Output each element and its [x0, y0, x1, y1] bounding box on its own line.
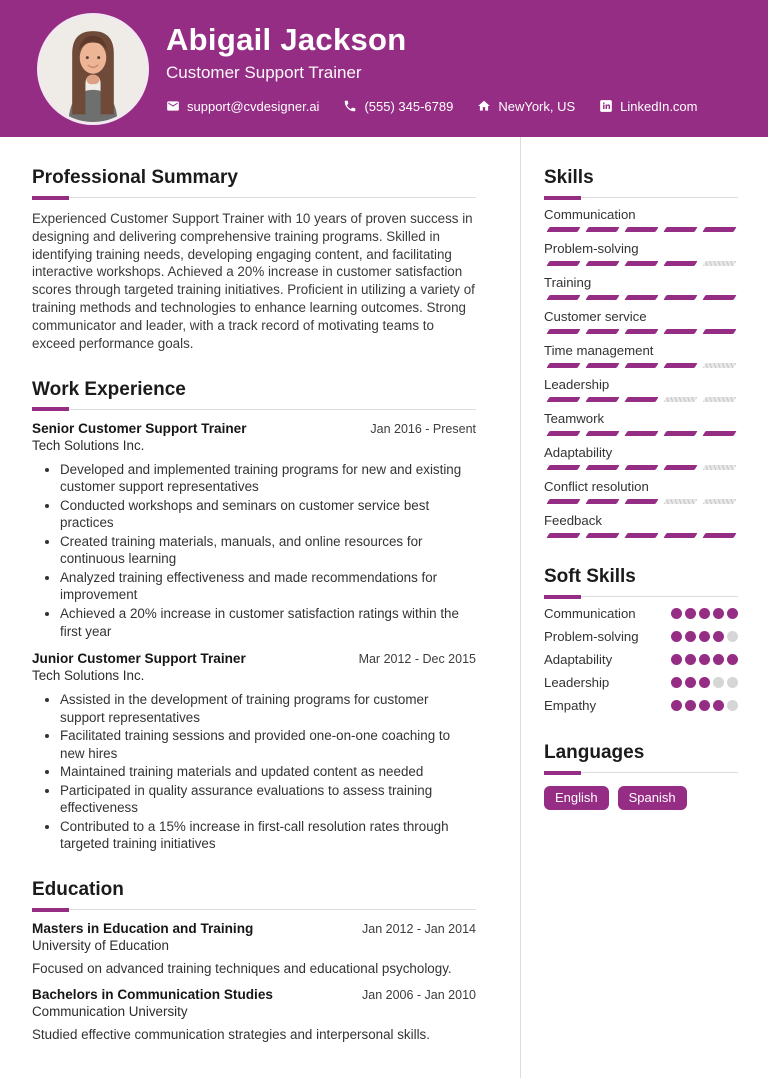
rating-dot-filled [699, 700, 710, 711]
section-title: Work Experience [32, 378, 186, 400]
skill-label: Adaptability [544, 445, 613, 460]
rating-dot-filled [685, 608, 696, 619]
skill-segment-filled [663, 227, 697, 232]
job-entry [32, 651, 476, 853]
rating-dot-filled [671, 608, 682, 619]
skill-level-bar [544, 363, 738, 368]
skill-label: Feedback [544, 513, 602, 528]
rating-dot-filled [713, 700, 724, 711]
job-bullet: • Maintained training materials and updated content as needed [60, 763, 476, 781]
section-title: Education [32, 879, 124, 901]
rating-dot-filled [671, 677, 682, 688]
soft-skill-label: Communication [544, 606, 636, 621]
resume-body [0, 137, 768, 1078]
skill-segment-filled [546, 533, 580, 538]
job-bullet: • Facilitated training sessions and provided one-on-one coaching to new hires [60, 727, 476, 762]
job-bullet: • Analyzed training effectiveness and made recommendations for improvement [60, 569, 476, 604]
section-divider [32, 909, 476, 910]
skill-label: Training [544, 275, 592, 290]
person-name: Abigail Jackson [166, 22, 407, 58]
contact-email[interactable] [166, 99, 319, 114]
skill-item [544, 241, 738, 266]
soft-skill-item [544, 698, 738, 713]
section-title: Skills [544, 167, 594, 188]
section-divider [544, 596, 738, 597]
skill-segment-filled [585, 329, 619, 334]
skill-level-bar [544, 261, 738, 266]
skill-segment-filled [585, 465, 619, 470]
skill-segment-filled [624, 363, 658, 368]
skill-level-bar [544, 227, 738, 232]
soft-skill-item [544, 606, 738, 621]
soft-skill-label: Problem-solving [544, 629, 639, 644]
skill-item [544, 275, 738, 300]
job-bullet: • Created training materials, manuals, and online resources for continuous learning [60, 533, 476, 568]
skill-segment-filled [702, 295, 736, 300]
skills-list [544, 207, 738, 538]
job-bullet: • Achieved a 20% increase in customer satisfaction ratings within the first year [60, 605, 476, 640]
skill-label: Problem-solving [544, 241, 639, 256]
skill-label: Customer service [544, 309, 647, 324]
rating-dot-filled [685, 677, 696, 688]
degree-school: Communication University [32, 1004, 188, 1020]
skill-item [544, 207, 738, 232]
degree-dates: Jan 2006 - Jan 2010 [362, 988, 476, 1003]
skill-segment-filled [624, 329, 658, 334]
degree-dates: Jan 2012 - Jan 2014 [362, 922, 476, 937]
rating-dot-empty [727, 631, 738, 642]
skill-segment-filled [585, 499, 619, 504]
skill-segment-filled [546, 499, 580, 504]
job-bullets [60, 691, 476, 853]
skill-segment-empty [663, 499, 697, 504]
summary-text: Experienced Customer Support Trainer with 10 years of proven success in designing and delivering comprehensive training programs. Skilled in identifying training needs, developing engaging content, and facilitating interactive workshops. Achieved a 20% increase in customer satisfaction scores through targeted training initiatives. Proficient in utilizing a variety of training methods and technologies to enhance learning outcomes. Strong communicator and leader, with a track record of motivating teams to exceed performance goals. [32, 211, 475, 351]
rating-dot-filled [671, 631, 682, 642]
language-pill: English [544, 786, 609, 810]
skill-segment-filled [546, 363, 580, 368]
contact-row [166, 99, 698, 114]
rating-dot-empty [727, 677, 738, 688]
skill-segment-empty [702, 261, 736, 266]
job-bullet: • Participated in quality assurance evaluations to assess training effectiveness [60, 782, 476, 817]
job-title: Senior Customer Support Trainer [32, 420, 247, 436]
resume-header [0, 0, 768, 137]
rating-dot-filled [727, 608, 738, 619]
degree-entry [32, 921, 476, 976]
skill-segment-filled [702, 533, 736, 538]
soft-skill-label: Adaptability [544, 652, 613, 667]
degree-title: Bachelors in Communication Studies [32, 987, 273, 1003]
skill-segment-filled [546, 295, 580, 300]
contact-home [477, 99, 575, 114]
rating-dot-filled [699, 608, 710, 619]
skill-item [544, 343, 738, 368]
skill-segment-filled [663, 295, 697, 300]
job-title: Junior Customer Support Trainer [32, 651, 246, 667]
rating-dot-filled [685, 654, 696, 665]
job-entry [32, 421, 476, 640]
skill-segment-filled [663, 261, 697, 266]
degree-header-row [32, 987, 476, 1002]
skill-level-bar [544, 465, 738, 470]
skill-segment-empty [702, 363, 736, 368]
skill-segment-filled [624, 227, 658, 232]
skill-segment-filled [702, 329, 736, 334]
skill-segment-filled [624, 397, 658, 402]
soft-skill-item [544, 652, 738, 667]
skill-level-bar [544, 431, 738, 436]
degree-description: Focused on advanced training techniques and educational psychology. [32, 961, 452, 977]
soft-skill-label: Leadership [544, 675, 610, 690]
section-divider [544, 772, 738, 773]
skill-segment-filled [663, 465, 697, 470]
rating-dot-filled [713, 654, 724, 665]
soft-skill-dots [671, 608, 738, 619]
skill-segment-filled [624, 465, 658, 470]
soft-skill-label: Empathy [544, 698, 597, 713]
skill-level-bar [544, 329, 738, 334]
skill-segment-filled [546, 465, 580, 470]
section-title: Professional Summary [32, 167, 238, 188]
skill-segment-filled [663, 363, 697, 368]
skill-segment-filled [585, 533, 619, 538]
section-divider [544, 197, 738, 198]
section-skills [544, 167, 738, 538]
soft-skill-item [544, 675, 738, 690]
skill-segment-filled [546, 397, 580, 402]
skill-segment-filled [663, 533, 697, 538]
skill-segment-filled [585, 397, 619, 402]
job-list [32, 421, 476, 853]
skill-segment-filled [546, 227, 580, 232]
rating-dot-empty [713, 677, 724, 688]
soft-skill-dots [671, 654, 738, 665]
section-languages [544, 742, 738, 810]
rating-dot-filled [699, 631, 710, 642]
rating-dot-filled [699, 677, 710, 688]
job-dates: Jan 2016 - Present [370, 421, 476, 436]
rating-dot-filled [713, 631, 724, 642]
rating-dot-filled [685, 631, 696, 642]
skill-segment-filled [624, 261, 658, 266]
rating-dot-filled [713, 608, 724, 619]
soft-skill-dots [671, 631, 738, 642]
skill-segment-filled [624, 295, 658, 300]
skill-label: Conflict resolution [544, 479, 649, 494]
rating-dot-empty [727, 700, 738, 711]
skill-segment-filled [585, 295, 619, 300]
skill-segment-empty [702, 465, 736, 470]
skill-segment-empty [702, 397, 736, 402]
degree-description: Studied effective communication strategies and interpersonal skills. [32, 1027, 430, 1043]
skill-segment-filled [624, 431, 658, 436]
section-title: Languages [544, 742, 645, 763]
degree-school: University of Education [32, 938, 169, 954]
skill-segment-filled [585, 227, 619, 232]
skill-level-bar [544, 499, 738, 504]
skill-segment-filled [585, 431, 619, 436]
skill-segment-filled [624, 533, 658, 538]
skill-segment-filled [546, 431, 580, 436]
job-header-row [32, 651, 476, 666]
skill-segment-empty [663, 397, 697, 402]
contact-text: support@cvdesigner.ai [187, 98, 320, 114]
skill-item [544, 309, 738, 334]
section-education [32, 879, 476, 1042]
phone-icon [343, 99, 357, 113]
degree-list [32, 921, 476, 1042]
home-icon [477, 99, 491, 113]
skill-label: Communication [544, 207, 636, 222]
person-job-title: Customer Support Trainer [166, 62, 362, 82]
soft-skill-item [544, 629, 738, 644]
contact-phone[interactable] [343, 99, 453, 114]
skill-item [544, 479, 738, 504]
skill-segment-filled [546, 329, 580, 334]
skill-segment-filled [585, 261, 619, 266]
soft-skill-dots [671, 700, 738, 711]
skill-segment-filled [546, 261, 580, 266]
skill-item [544, 377, 738, 402]
language-list [544, 786, 738, 810]
rating-dot-filled [727, 654, 738, 665]
skill-label: Time management [544, 343, 654, 358]
section-work-experience [32, 379, 476, 853]
email-icon [166, 99, 180, 113]
language-pill: Spanish [618, 786, 687, 810]
soft-skills-list [544, 606, 738, 713]
job-dates: Mar 2012 - Dec 2015 [358, 652, 476, 667]
soft-skill-dots [671, 677, 738, 688]
job-company: Tech Solutions Inc. [32, 668, 145, 684]
section-divider [32, 197, 476, 198]
skill-label: Teamwork [544, 411, 605, 426]
skill-segment-filled [663, 431, 697, 436]
degree-header-row [32, 921, 476, 936]
skill-level-bar [544, 397, 738, 402]
profile-photo [40, 16, 146, 122]
job-bullet: • Assisted in the development of training programs for customer support representatives [60, 691, 476, 726]
skill-segment-filled [663, 329, 697, 334]
skill-segment-filled [624, 499, 658, 504]
skill-segment-filled [702, 431, 736, 436]
section-soft-skills [544, 566, 738, 713]
right-column [521, 137, 768, 1078]
contact-text: LinkedIn.com [620, 98, 698, 114]
rating-dot-filled [685, 700, 696, 711]
section-divider [32, 409, 476, 410]
rating-dot-filled [671, 654, 682, 665]
skill-item [544, 513, 738, 538]
job-bullet: • Contributed to a 15% increase in first-call resolution rates through targeted training initiatives [60, 818, 476, 853]
skill-segment-empty [702, 499, 736, 504]
job-bullet: • Developed and implemented training programs for new and existing customer support representatives [60, 461, 476, 496]
skill-label: Leadership [544, 377, 610, 392]
job-bullets [60, 461, 476, 640]
skill-item [544, 445, 738, 470]
section-professional-summary [32, 167, 476, 353]
job-company: Tech Solutions Inc. [32, 437, 145, 453]
contact-text: NewYork, US [498, 98, 576, 114]
rating-dot-filled [699, 654, 710, 665]
linkedin-icon [599, 99, 613, 113]
rating-dot-filled [671, 700, 682, 711]
degree-entry [32, 987, 476, 1042]
job-bullet: • Conducted workshops and seminars on customer service best practices [60, 497, 476, 532]
contact-linkedin[interactable] [599, 99, 697, 114]
skill-item [544, 411, 738, 436]
skill-level-bar [544, 533, 738, 538]
skill-level-bar [544, 295, 738, 300]
left-column [0, 137, 521, 1078]
degree-title: Masters in Education and Training [32, 921, 254, 937]
skill-segment-filled [702, 227, 736, 232]
job-header-row [32, 421, 476, 436]
skill-segment-filled [585, 363, 619, 368]
contact-text: (555) 345-6789 [364, 98, 454, 114]
section-title: Soft Skills [544, 566, 636, 587]
avatar [37, 13, 149, 125]
